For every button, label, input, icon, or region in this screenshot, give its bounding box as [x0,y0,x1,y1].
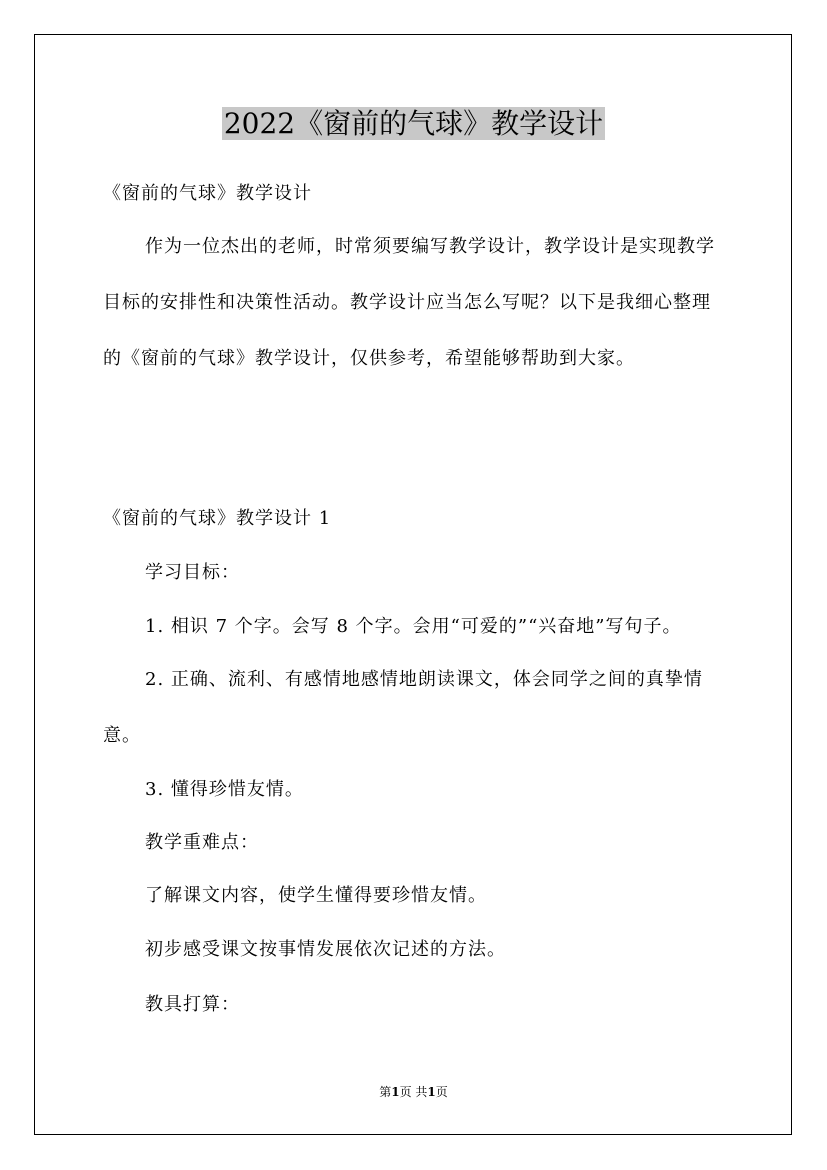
goals-heading: 学习目标： [145,562,240,583]
document-subtitle: 《窗前的气球》教学设计 [103,183,312,204]
goal-item-1: 1. 相识 7 个字。会写 8 个字。会用“可爱的”“兴奋地”写句子。 [145,616,682,637]
document-title [0,104,827,144]
intro-paragraph: 作为一位杰出的老师，时常须要编写教学设计，教学设计是实现教学目标的安排性和决策性活动。教学设计应当怎么写呢？以下是我细心整理的《窗前的气球》教学设计，仅供参考，希望能够帮助到大家。 [103,236,715,369]
footer-page-prefix: 第 [379,1085,392,1099]
tools-heading: 教具打算： [145,994,240,1015]
footer-page-suffix: 页 [435,1085,448,1099]
section-heading: 《窗前的气球》教学设计 1 [103,508,332,529]
goal-item-3: 3. 懂得珍惜友情。 [145,779,304,800]
key-point-2: 初步感受课文按事情发展依次记述的方法。 [145,939,506,960]
footer-page-mid: 页 共 [399,1085,428,1099]
footer-page-total: 1 [427,1085,436,1099]
key-point-1: 了解课文内容，使学生懂得要珍惜友情。 [145,885,487,906]
page-footer [0,1083,827,1101]
footer-page-number: 1 [391,1085,400,1099]
goal-item-2: 2. 正确、流利、有感情地感情地朗读课文，体会同学之间的真挚情意。 [103,669,703,746]
document-title-text: 2022《窗前的气球》教学设计 [223,107,604,140]
key-points-heading: 教学重难点： [145,832,259,853]
